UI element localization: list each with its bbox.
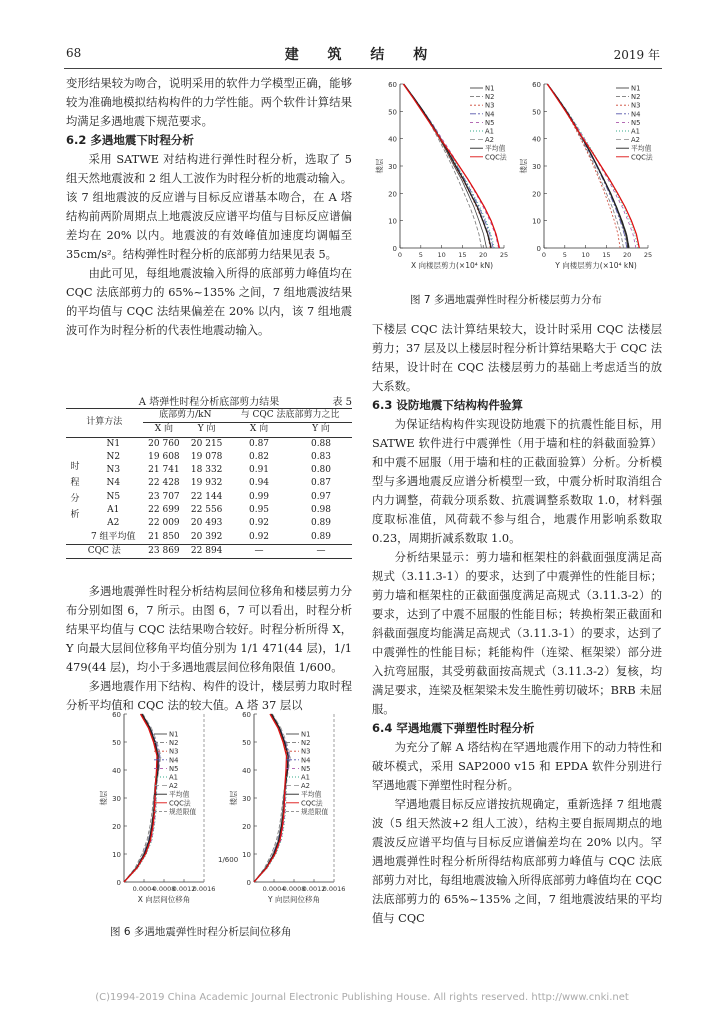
y-tick-label: 0 [392, 245, 397, 253]
y-tick-label: 20 [388, 190, 397, 199]
table-cell: 0.98 [310, 505, 332, 516]
y-axis-label: 楼层 [519, 158, 528, 174]
table-row [66, 531, 352, 545]
y-tick-label: 50 [112, 739, 121, 747]
legend-label: N4 [301, 756, 311, 765]
x-tick-label: 0.0008 [282, 885, 306, 893]
legend-label: 平均值 [485, 144, 506, 153]
series-line-A1 [404, 84, 495, 248]
table-cell: 19 608 [148, 451, 180, 462]
table-cell: N3 [106, 465, 121, 476]
table-cell: A1 [107, 505, 120, 516]
x-tick-label: 25 [499, 251, 509, 259]
series-line-N3 [403, 84, 490, 248]
legend-label: 平均值 [631, 144, 652, 153]
left-column-top [66, 74, 352, 340]
table-cell: 20 760 [148, 438, 180, 449]
table-cell: 0.87 [310, 478, 332, 489]
table-cell: 0.82 [248, 451, 270, 462]
table-cell: 20 215 [190, 438, 223, 449]
table-subheader: Y 向 [185, 423, 228, 437]
x-tick-label: 0 [541, 251, 547, 259]
table-header-ratio: 与 CQC 法底部剪力之比 [228, 409, 352, 423]
chart-panel [518, 81, 653, 270]
table-cell: 0.87 [248, 438, 270, 449]
legend-label: A1 [631, 127, 640, 136]
legend-label: N5 [485, 118, 495, 127]
y-tick-label: 30 [112, 795, 121, 803]
legend-label: N4 [631, 110, 641, 119]
y-tick-label: 20 [532, 190, 541, 199]
legend-label: N3 [169, 747, 179, 756]
table-cell: 20 493 [190, 518, 223, 529]
x-tick-label: 25 [643, 251, 653, 259]
table-cell: 7 组平均值 [84, 531, 143, 545]
table-cell: 20 392 [185, 531, 228, 545]
journal-title: 建 筑 结 构 [284, 47, 440, 63]
table-row [66, 451, 352, 464]
y-tick-label: 40 [112, 767, 121, 775]
table-cell: 22 699 [148, 505, 180, 516]
legend-label: A2 [169, 782, 178, 791]
y-tick-label: 10 [388, 217, 397, 226]
y-tick-label: 20 [242, 823, 251, 831]
limit-label: 1/600 [218, 856, 239, 864]
right-column [372, 320, 662, 928]
table-cell: 0.80 [310, 465, 332, 476]
x-tick-label: 0 [397, 251, 403, 259]
table-row [66, 491, 352, 504]
legend-label: CQC法 [485, 153, 507, 162]
y-tick-label: 60 [242, 711, 251, 719]
x-tick-label: 0.0016 [322, 885, 346, 893]
x-axis-label: Y 向层间位移角 [268, 895, 320, 904]
y-tick-label: 10 [242, 851, 251, 859]
legend-label: CQC法 [631, 153, 653, 162]
legend-label: N3 [485, 101, 495, 110]
legend-label: N2 [631, 93, 641, 102]
paragraph: 为保证结构构件实现设防地震下的抗震性能目标，用 SATWE 软件进行中震弹性（用于墙和柱的斜截面验算）和中震不屈服（用于墙和柱的正截面验算）分析。分析模型与多遇地震反应谱分析模型一致，中震分析时取消组合内力调整，荷载分项系数、抗震调整系数取 1.0，材料强度取标准值，风荷载不参与组合，地震作用影响系数取 0.23，周期折减系数取 1.0。 [372, 418, 662, 545]
y-tick-label: 60 [532, 81, 541, 89]
table-title: A 塔弹性时程分析底部剪力结果 [138, 397, 280, 408]
table-cell: 0.88 [310, 438, 332, 449]
legend-label: 规范限值 [301, 807, 329, 816]
y-tick-label: 40 [242, 767, 251, 775]
table-cell: 0.97 [310, 491, 332, 502]
figure-6-chart [96, 710, 352, 920]
x-tick-label: 0.0004 [132, 885, 156, 893]
chart-panel [98, 711, 215, 904]
table-cell: — [228, 544, 290, 558]
table-cell: 22 144 [190, 491, 223, 502]
table-cell: 0.99 [248, 491, 270, 502]
y-tick-label: 0 [536, 245, 541, 253]
y-tick-label: 20 [112, 823, 121, 831]
table-header-method: 计算方法 [66, 409, 143, 438]
table-row [66, 477, 352, 490]
table-subheader: X 向 [143, 423, 186, 437]
table-row [66, 437, 352, 451]
table-cell: 0.92 [248, 518, 270, 529]
series-line-平均值 [547, 84, 629, 248]
y-tick-label: 60 [112, 711, 121, 719]
section-heading-6-4: 6.4 罕遇地震下弹塑性时程分析 [372, 721, 535, 735]
table-row-cqc [66, 544, 352, 558]
table-cell: 21 741 [148, 465, 180, 476]
table-cell: 21 850 [143, 531, 186, 545]
table-cell: 23 707 [148, 491, 180, 502]
legend-label: N4 [485, 110, 495, 119]
x-tick-label: 20 [479, 251, 488, 259]
x-tick-label: 5 [418, 251, 423, 259]
table-subheader: X 向 [228, 423, 290, 437]
legend-label: N1 [631, 84, 641, 93]
x-tick-label: 0.0012 [172, 885, 196, 893]
table-cell: 0.89 [290, 531, 352, 545]
chart-panel [228, 711, 345, 904]
y-tick-label: 10 [112, 851, 121, 859]
paragraph: 由此可见，每组地震波输入所得的底部剪力峰值均在 CQC 法底部剪力的 65%~135% 之间，7 组地震波结果的平均值与 CQC 法结果偏差在 20% 以内，该 7 组地震波可作为时程分析的代表性地震动输入。 [66, 267, 352, 337]
y-tick-label: 50 [388, 108, 397, 117]
table-cell: 19 932 [190, 478, 223, 489]
paragraph: 下楼层 CQC 法计算结果较大，设计时采用 CQC 法楼层剪力；37 层及以上楼层时程分析计算结果略大于 CQC 法结果，设计时在 CQC 法楼层剪力的基础上考虑适当的放大系数。 [372, 323, 662, 393]
page-number: 68 [66, 46, 82, 60]
x-tick-label: 0.0008 [152, 885, 176, 893]
journal-year: 2019 年 [613, 48, 660, 62]
x-tick-label: 15 [458, 251, 467, 259]
y-tick-label: 50 [532, 108, 541, 117]
table-cell: 22 894 [185, 544, 228, 558]
table-cell: 23 869 [143, 544, 186, 558]
y-tick-label: 60 [388, 81, 397, 89]
series-line-A2 [404, 84, 495, 248]
left-column-bottom [66, 582, 352, 715]
legend-label: N2 [301, 739, 311, 748]
legend-label: N1 [485, 84, 495, 93]
table-row [66, 517, 352, 530]
legend-label: N5 [301, 764, 311, 773]
legend-label: N5 [169, 764, 179, 773]
y-tick-label: 30 [242, 795, 251, 803]
table-cell: N1 [106, 438, 121, 449]
table-5 [66, 408, 352, 559]
header-rule [64, 68, 662, 69]
y-tick-label: 10 [532, 217, 541, 226]
x-tick-label: 15 [602, 251, 611, 259]
paragraph: 多遇地震作用下结构、构件的设计，楼层剪力取时程分析平均值和 CQC 法的较大值。A 塔 37 层以 [66, 680, 352, 712]
table-cell: 0.94 [248, 478, 270, 489]
table-cell: 0.89 [310, 518, 332, 529]
series-line-N1 [547, 84, 628, 248]
figure-6-caption: 图 6 多遇地震弹性时程分析层间位移角 [110, 926, 292, 938]
page-header [0, 46, 724, 66]
table-cell: 18 332 [190, 465, 223, 476]
legend-label: N5 [631, 118, 641, 127]
table-number: 表 5 [332, 397, 352, 408]
table-subheader: Y 向 [290, 423, 352, 437]
copyright-footer: (C)1994-2019 China Academic Journal Electronic Publishing House. All rights reserved. http://www.cnki.net [95, 992, 629, 1003]
legend-label: A1 [301, 773, 310, 782]
table-cell: A2 [107, 518, 120, 529]
table-header-shear: 底部剪力/kN [143, 409, 229, 423]
legend-label: 规范限值 [169, 807, 197, 816]
x-tick-label: 10 [581, 251, 590, 259]
legend-label: N2 [169, 739, 179, 748]
x-tick-label: 10 [437, 251, 446, 259]
series-line-CQC法 [547, 84, 639, 248]
y-axis-label: 楼层 [229, 790, 238, 806]
section-heading-6-3: 6.3 设防地震下结构构件验算 [372, 398, 523, 412]
legend-label: N3 [301, 747, 311, 756]
table-row [66, 504, 352, 517]
legend-label: A1 [485, 127, 494, 136]
figure-7-chart [375, 78, 660, 283]
table-cell: — [290, 544, 352, 558]
legend-label: A2 [301, 782, 310, 791]
series-line-平均值 [404, 84, 491, 248]
legend-label: A2 [631, 136, 640, 145]
series-line-N2 [547, 84, 623, 248]
legend-label: N4 [169, 756, 179, 765]
table-cell: 0.92 [228, 531, 290, 545]
figure-7-caption: 图 7 多遇地震弹性时程分析楼层剪力分布 [410, 294, 602, 306]
x-tick-label: 20 [623, 251, 632, 259]
legend-label: A2 [485, 136, 494, 145]
y-tick-label: 40 [532, 135, 541, 144]
series-line-N2 [403, 84, 481, 248]
x-tick-label: 0.0004 [262, 885, 286, 893]
legend-label: N1 [169, 730, 179, 739]
series-line-N1 [403, 84, 486, 248]
x-tick-label: 0.0012 [302, 885, 326, 893]
table-cell: 0.91 [248, 465, 270, 476]
y-tick-label: 0 [246, 879, 251, 887]
section-heading-6-2: 6.2 多遇地震下时程分析 [66, 133, 194, 147]
x-axis-label: X 向层间位移角 [137, 895, 191, 904]
x-axis-label: Y 向楼层剪力(×10⁴ kN) [555, 261, 637, 270]
series-line-A2 [547, 84, 629, 248]
legend-label: N2 [485, 93, 495, 102]
legend-label: CQC法 [301, 799, 323, 808]
legend-label: N1 [301, 730, 311, 739]
y-tick-label: 30 [532, 163, 541, 171]
table-cell: 0.95 [248, 505, 270, 516]
x-tick-label: 5 [562, 251, 567, 259]
table-group-label: 时 程 分 析 [66, 437, 84, 544]
paragraph: 变形结果较为吻合，说明采用的软件力学模型正确，能够较为准确地模拟结构构件的力学性能。两个软件计算结果均满足多遇地震下规范要求。 [66, 77, 352, 128]
y-tick-label: 40 [388, 135, 397, 144]
legend-label: N3 [631, 101, 641, 110]
y-tick-label: 0 [116, 879, 121, 887]
x-axis-label: X 向楼层剪力(×10⁴ kN) [410, 261, 494, 270]
chart-panel [374, 81, 508, 270]
series-line-N3 [547, 84, 620, 248]
y-axis-label: 楼层 [375, 158, 384, 174]
table-cell: 22 428 [148, 478, 180, 489]
legend-label: A1 [169, 773, 178, 782]
paragraph: 为充分了解 A 塔结构在罕遇地震作用下的动力特性和破坏模式，采用 SAP2000 v15 和 EPDA 软件分别进行罕遇地震下弹塑性时程分析。 [372, 741, 662, 792]
series-line-A1 [548, 84, 641, 248]
x-tick-label: 0.0016 [192, 885, 216, 893]
legend-label: CQC法 [169, 799, 191, 808]
table-cell: 22 556 [190, 505, 223, 516]
table-cell: 22 009 [148, 518, 180, 529]
paragraph: 罕遇地震目标反应谱按抗规确定，重新选择 7 组地震波（5 组天然波+2 组人工波），结构主要自振周期点的地震波反应谱平均值与目标反应谱偏差均在 20% 以内。罕遇地震弹性时程分析所得结构底部剪力峰值与 CQC 法底部剪力对比，每组地震波输入所得底部剪力峰值均在 CQC 法底部剪力的 65%~135% 之间，7 组地震波结果的平均值与 CQC [372, 798, 662, 925]
paragraph: 分析结果显示：剪力墙和框架柱的斜截面强度满足高规式（3.11.3-1）的要求，达到了中震弹性的性能目标；剪力墙和框架柱的正截面强度满足高规式（3.11.3-2）的要求，达到了中震不屈服的性能目标；转换桁架正截面和斜截面强度均能满足高规式（3.11.3-1）的要求，达到了中震弹性的性能目标；耗能构件（连梁、框架梁）部分进入抗弯屈服，其受剪截面按高规式（3.11.3-2）复核，均满足要求，连梁及框架梁未发生脆性剪切破坏；BRB 未屈服。 [372, 551, 662, 716]
legend-label: 平均值 [169, 790, 190, 799]
table-row [66, 464, 352, 477]
table-cell: 19 078 [190, 451, 223, 462]
paragraph: 采用 SATWE 对结构进行弹性时程分析，选取了 5 组天然地震波和 2 组人工波作为时程分析的地震动输入。该 7 组地震波的反应谱与目标反应谱基本吻合，在 A 塔结构前两阶周期点上地震波反应谱平均值与目标反应谱偏差均在 20% 以内。地震波的有效峰值加速度均调幅至 35cm/s²。结构弹性时程分析的底部剪力结果见表 5。 [66, 153, 352, 261]
table-cell: N5 [106, 491, 121, 502]
table-cell: CQC 法 [66, 544, 143, 558]
y-tick-label: 30 [388, 163, 397, 171]
table-cell: N2 [106, 451, 121, 462]
y-axis-label: 楼层 [99, 790, 108, 806]
paragraph: 多遇地震弹性时程分析结构层间位移角和楼层剪力分布分别如图 6，7 所示。由图 6，7 可以看出，时程分析结果平均值与 CQC 法结果吻合较好。时程分析所得 X，Y 向最大层间位移角平均值分别为 1/1 471(44 层)，1/1 479(44 层)，均小于多遇地震层间位移角限值 1/600。 [66, 585, 352, 674]
table-cell: 0.83 [310, 451, 332, 462]
legend-label: 平均值 [301, 790, 322, 799]
y-tick-label: 50 [242, 739, 251, 747]
table-cell: N4 [106, 478, 121, 489]
